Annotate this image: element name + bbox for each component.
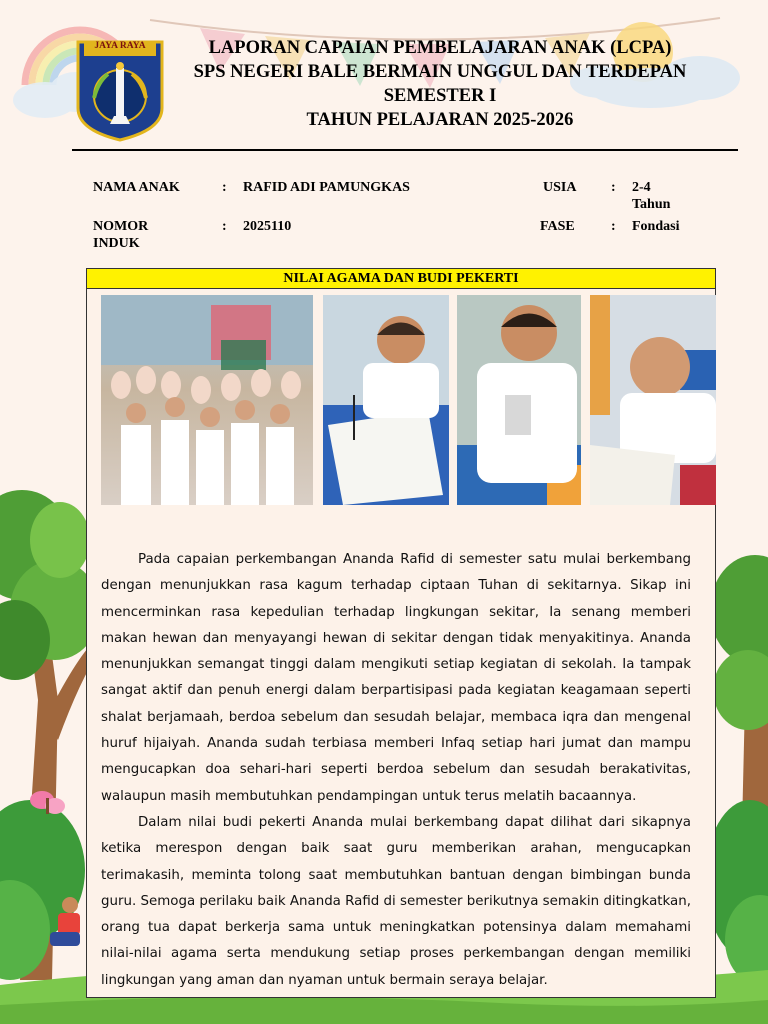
activity-photo-infaq bbox=[457, 295, 581, 505]
narrative-paragraph-1: Pada capaian perkembangan Ananda Rafid di semester satu mulai berkembang dengan menunjukkan rasa kagum terhadap ciptaan Tuhan di sekitarnya. Sikap ini mencerminkan rasa kepedulian terhadap lingkungan sekitar, Ia senang memberi makan hewan dan menyayangi hewan di sekitar dengan tidak menyakitinya. Ananda menunjukkan semangat tinggi dalam mengikuti setiap kegiatan di sekolah. Ia tampak sangat aktif dan penuh energi dalam berpartisipasi pada kegiatan keagamaan seperti shalat berjamaah, berdoa sebelum dan sesudah belajar, membaca iqra dan mengenal huruf hijaiyah. Ananda sudah terbiasa memberi Infaq setiap hari jumat dan mampu mengucapkan doa sehari-hari seperti berdoa sebelum dan sesudah berakativitas, walaupun masih membutuhkan pendampingan untuk terus melatih bacaannya. bbox=[101, 552, 691, 804]
name-label: NAMA ANAK bbox=[93, 180, 180, 195]
phase-value: Fondasi bbox=[632, 219, 680, 234]
name-value: RAFID ADI PAMUNGKAS bbox=[243, 180, 410, 195]
header-line-4: TAHUN PELAJARAN 2025-2026 bbox=[306, 110, 574, 130]
activity-photo-reading bbox=[590, 295, 716, 505]
header-line-1: LAPORAN CAPAIAN PEMBELAJARAN ANAK (LCPA) bbox=[208, 38, 672, 58]
id-colon: : bbox=[222, 219, 227, 234]
age-colon: : bbox=[611, 180, 616, 195]
header-divider bbox=[72, 149, 738, 151]
logo-text: JAYA RAYA bbox=[94, 41, 146, 51]
religion-section-panel bbox=[86, 268, 716, 998]
header-line-3: SEMESTER I bbox=[383, 86, 497, 106]
name-colon: : bbox=[222, 180, 227, 195]
age-value: 2-4 Tahun bbox=[632, 180, 671, 212]
phase-colon: : bbox=[611, 219, 616, 234]
phase-label: FASE bbox=[540, 219, 575, 234]
jaya-raya-logo bbox=[74, 38, 166, 142]
id-label: NOMOR INDUK bbox=[93, 219, 149, 251]
header-line-2: SPS NEGERI BALE BERMAIN UNGGUL DAN TERDEPAN bbox=[193, 62, 687, 82]
report-header bbox=[170, 36, 710, 132]
age-label: USIA bbox=[543, 180, 577, 195]
activity-photo-writing bbox=[323, 295, 449, 505]
narrative-paragraph-2: Dalam nilai budi pekerti Ananda mulai berkembang dapat dilihat dari sikapnya ketika merespon dengan baik saat guru memberikan arahan, mengucapkan terimakasih, meminta tolong saat membutuhkan bantuan dengan bimbingan bunda guru. Semoga perilaku baik Ananda Rafid di semester berikutnya semakin ditingkatkan, orang tua dapat berkerja sama untuk meningkatkan potensinya dalam memahami nilai-nilai agama serta mendukung setiap proses perkembangan dengan memiliki lingkungan yang aman dan nyaman untuk bermain seraya belajar. bbox=[101, 814, 691, 988]
emblem-icon bbox=[74, 38, 166, 142]
narrative-text bbox=[101, 547, 691, 994]
section-title: NILAI AGAMA DAN BUDI PEKERTI bbox=[87, 269, 715, 289]
id-value: 2025110 bbox=[243, 219, 292, 234]
activity-photo-group bbox=[101, 295, 313, 505]
